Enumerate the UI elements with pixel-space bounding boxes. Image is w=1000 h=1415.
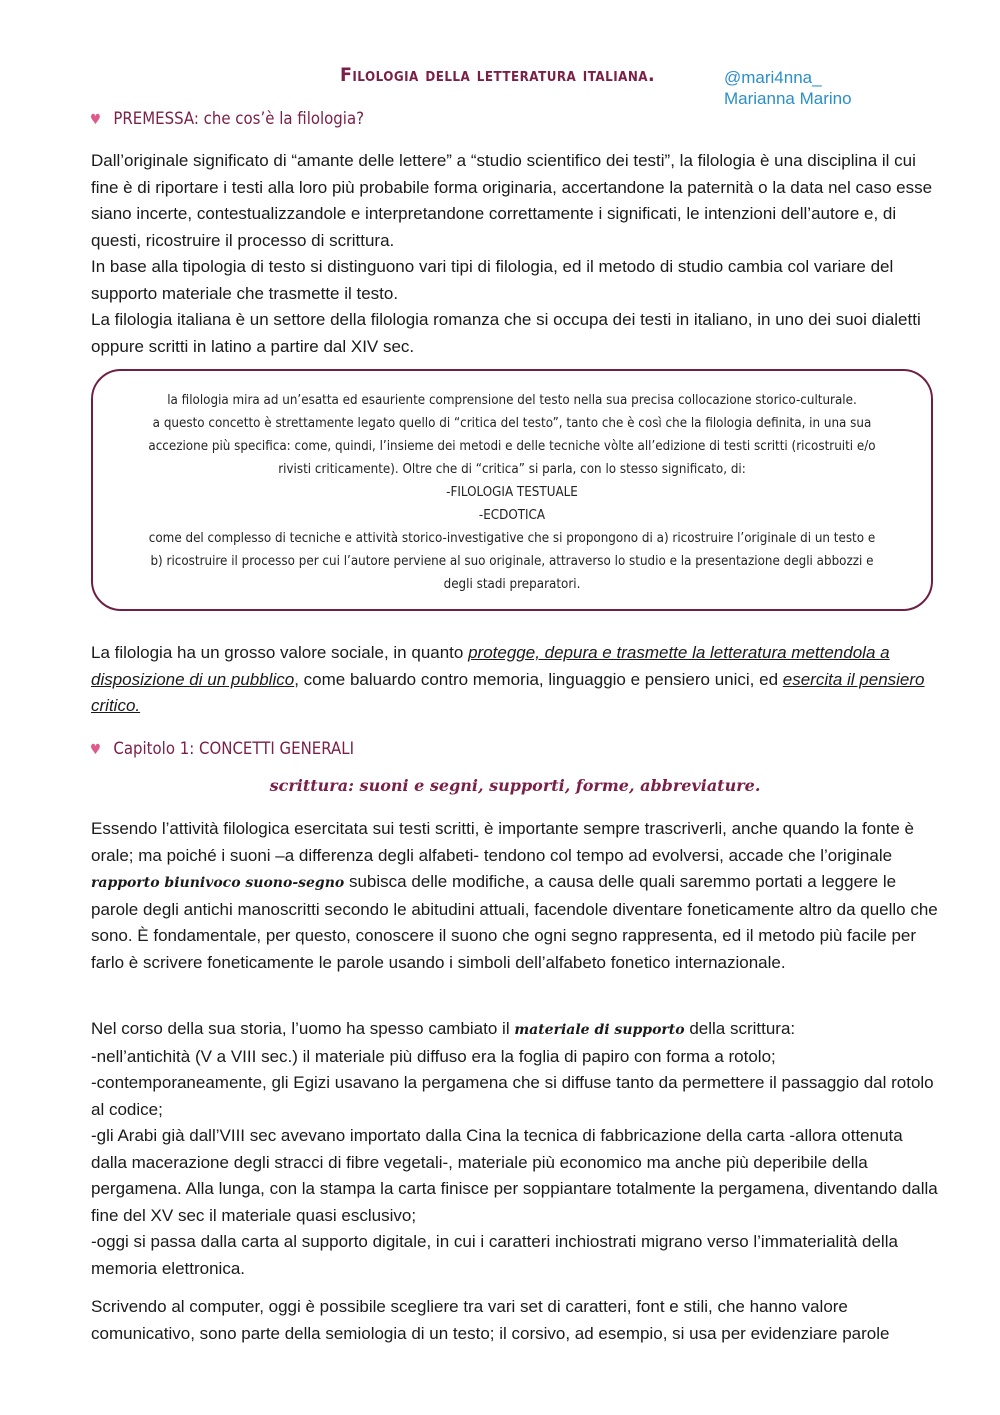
section-heading-capitolo-1 <box>90 739 354 759</box>
paragraph: Dall’originale significato di “amante delle lettere” a “studio scientifico dei testi”, la filologia è una disciplina il cui fine è di riportare i testi alla loro più probabile forma originaria, accertandone la paternità o la data nel caso esse siano incerte, contestualizzandole e interpretandone correttamente i significati, le intenzioni dell’autore e, di questi, ricostruire il processo di scrittura. <box>91 151 933 250</box>
author-name: Marianna Marino <box>724 89 852 108</box>
list-item: -contemporaneamente, gli Egizi usavano la pergamena che si diffuse tanto da permettere il passaggio dal rotolo al codice; <box>91 1073 934 1119</box>
text-run: , come baluardo contro memoria, linguaggio e pensiero unici, ed <box>294 669 783 689</box>
box-line: a questo concetto è strettamente legato quello di “critica del testo”, tanto che è così che la filologia definita, in una sua accezione più specifica: come, quindi, l’insieme dei metodi e delle tecniche vòlte all’edizione di testi scritti (ricostruiti e/o rivisti criticamente). Oltre che di “critica” si parla, con lo stesso significato, di: <box>148 416 876 477</box>
chapter-subtitle: scrittura: suoni e segni, supporti, forme, abbreviature. <box>269 776 761 795</box>
underlined-phrase: protegge, depura e trasmette la letteratura mettendola a disposizione di un pubblico <box>91 643 890 689</box>
author-handle: @mari4nna_ <box>724 68 822 87</box>
handwritten-phrase: materiale di supporto <box>514 1022 685 1038</box>
box-line: -ECDOTICA <box>478 508 546 523</box>
heart-bullet-icon: ♥ <box>90 742 102 758</box>
text-run: La filologia ha un grosso valore sociale, in quanto <box>91 643 469 662</box>
chapter-paragraph-1 <box>91 816 943 976</box>
underlined-phrase: esercita il pensiero critico. <box>91 669 925 715</box>
document-title: Filologia della letteratura italiana. <box>340 64 656 86</box>
text-run: Nel corso della sua storia, l’uomo ha spesso cambiato il <box>91 1019 515 1038</box>
list-item: -nell’antichità (V a VIII sec.) il materiale più diffuso era la foglia di papiro con forma a rotolo; <box>91 1046 776 1066</box>
value-paragraph <box>91 640 943 720</box>
list-item: -gli Arabi già dall’VIII sec avevano importato dalla Cina la tecnica di fabbricazione della carta -allora ottenuta dalla macerazione degli stracci di fibre vegetali-, materiale più economico ma anche più deperibile della pergamena. Alla lunga, con la stampa la carta finisce per soppiantare totalmente la pergamena, diventando dalla fine del XV sec il materiale quasi esclusivo; <box>91 1126 938 1225</box>
section-heading-text: Capitolo 1: CONCETTI GENERALI <box>113 739 354 759</box>
text-run: Essendo l’attività filologica esercitata sui testi scritti, è importante sempre trascriverli, anche quando la fonte è orale; ma poiché i suoni –a differenza degli alfabeti- tendono col tempo ad evolversi, accade che l’originale <box>91 819 915 865</box>
box-line: come del complesso di tecniche e attività storico-investigative che si propongono di a) ricostruire l’originale di un testo e b) ricostruire il processo per cui l’autore perviene al suo originale, attraverso lo studio e la presentazione degli abbozzi e degli stadi preparatori. <box>148 531 876 592</box>
section-heading-text: PREMESSA: che cos’è la filologia? <box>113 109 365 129</box>
paragraph: In base alla tipologia di testo si distinguono vari tipi di filologia, ed il metodo di studio cambia col variare del supporto materiale che trasmette il testo. <box>91 257 894 303</box>
chapter-paragraph-3 <box>91 1294 943 1347</box>
box-line: la filologia mira ad un’esatta ed esauriente comprensione del testo nella sua precisa collocazione storico-culturale. <box>167 393 857 408</box>
heart-bullet-icon: ♥ <box>90 112 102 128</box>
handwritten-phrase: rapporto biunivoco suono-segno <box>91 875 345 891</box>
text-run: subisca delle modifiche, a causa delle quali saremmo portati a leggere le parole degli antichi manoscritti secondo le abitudini attuali, facendole diventare foneticamente altro da quello che sono. È fondamentale, per questo, conoscere il suono che ogni segno rappresenta, ed il metodo più facile per farlo è scrivere foneticamente le parole usando i simboli dell’alfabeto fonetico internazionale. <box>91 872 938 972</box>
intro-paragraphs <box>91 148 943 360</box>
chapter-paragraph-2 <box>91 1016 943 1282</box>
section-heading-premessa <box>90 109 364 129</box>
list-item: -oggi si passa dalla carta al supporto digitale, in cui i caratteri inchiostrati migrano verso l’immaterialità della memoria elettronica. <box>91 1232 898 1278</box>
box-line: -FILOLOGIA TESTUALE <box>446 485 578 500</box>
paragraph: Scrivendo al computer, oggi è possibile scegliere tra vari set di caratteri, font e stili, che hanno valore comunicativo, sono parte della semiologia di un testo; il corsivo, ad esempio, si usa per evidenziare parole <box>91 1297 890 1343</box>
paragraph: La filologia italiana è un settore della filologia romanza che si occupa dei testi in italiano, in uno dei suoi dialetti oppure scritti in latino a partire dal XIV sec. <box>91 310 921 356</box>
author-credit <box>724 67 852 109</box>
definition-box-text <box>144 389 880 596</box>
text-run: della scrittura: <box>684 1019 796 1038</box>
